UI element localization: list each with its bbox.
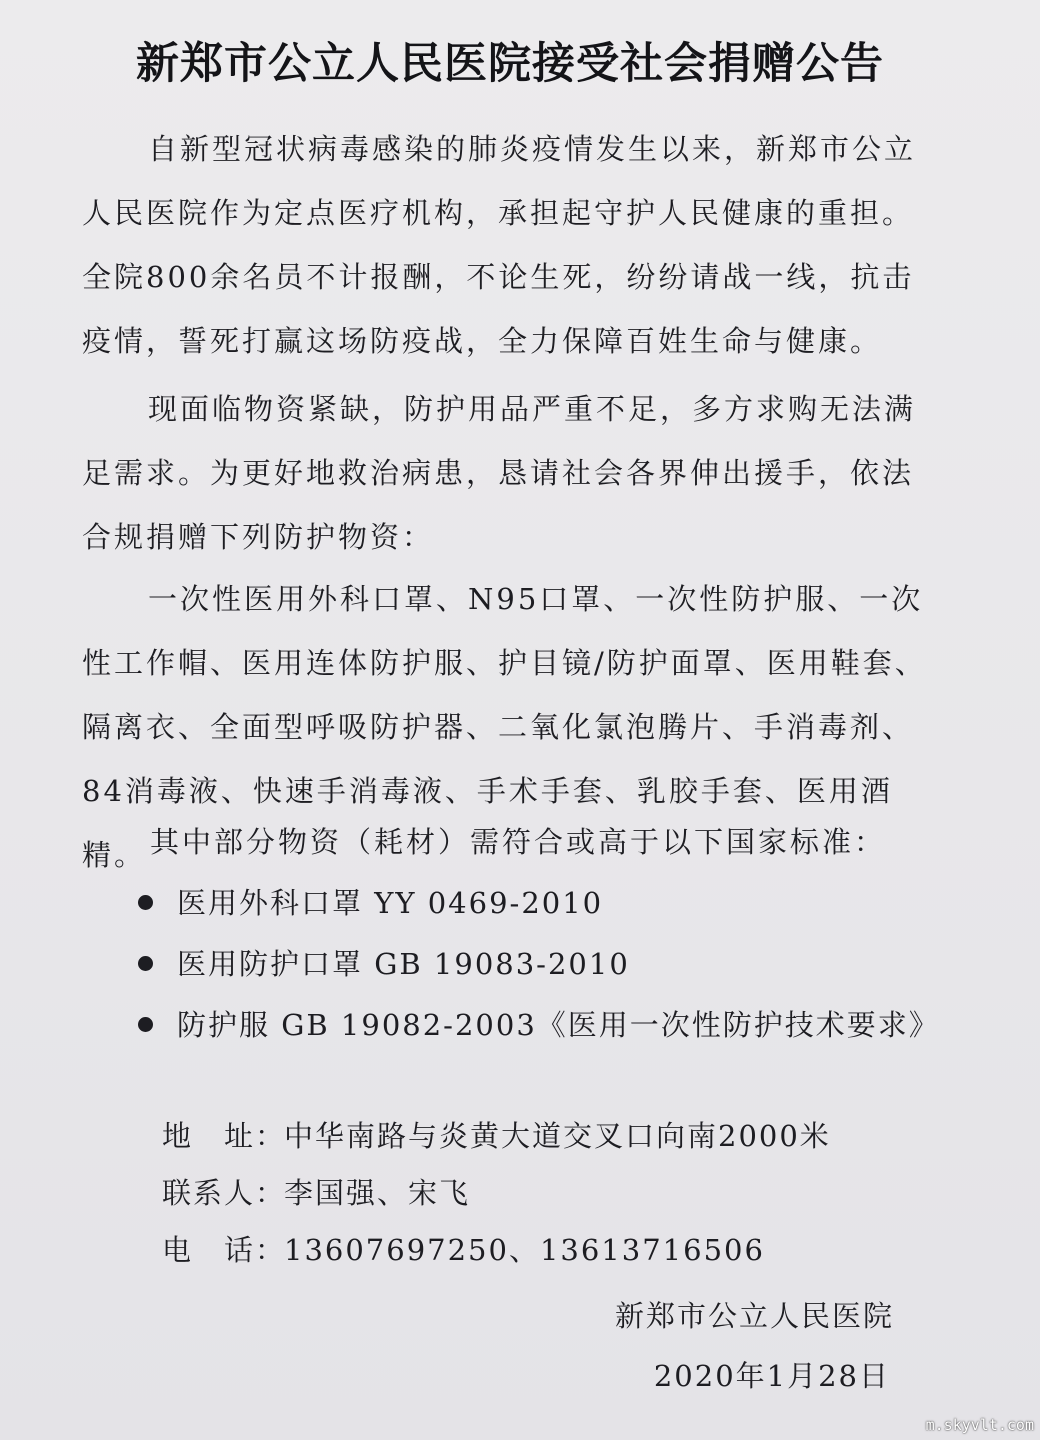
appeal-paragraph: 现面临物资紧缺，防护用品严重不足，多方求购无法满足需求。为更好地救治病患，恳请社会各界伸出援手，依法合规捐赠下列防护物资： (82, 392, 917, 554)
contact-person-row (162, 1165, 962, 1222)
standard-item (138, 994, 958, 1055)
supplies-list-paragraph: 一次性医用外科口罩、N95口罩、一次性防护服、一次性工作帽、医用连体防护服、护目镜/防护面罩、医用鞋套、隔离衣、全面型呼吸防护器、二氧化氯泡腾片、手消毒剂、84消毒液、快速手消毒液、手术手套、乳胶手套、医用酒精。 (82, 582, 927, 872)
standards-list (138, 872, 958, 1055)
phone-label: 电 话： (162, 1233, 287, 1267)
bullet-icon (138, 895, 153, 910)
phone-value: 13607697250、13613716506 (284, 1233, 765, 1267)
contact-person-label: 联系人： (162, 1176, 287, 1210)
issue-date: 2020年1月28日 (653, 1359, 890, 1393)
contact-person-value: 李国强、宋飞 (284, 1176, 471, 1210)
address-row (162, 1108, 962, 1165)
standard-text: 医用外科口罩 YY 0469-2010 (177, 885, 604, 920)
address-label: 地 址： (162, 1119, 287, 1153)
intro-paragraph: 自新型冠状病毒感染的肺炎疫情发生以来，新郑市公立人民医院作为定点医疗机构，承担起守护人民健康的重担。全院800余名员不计报酬，不论生死，纷纷请战一线，抗击疫情，誓死打赢这场防疫战，全力保障百姓生命与健康。 (82, 132, 917, 358)
contact-block (162, 1108, 962, 1279)
standard-item (138, 872, 958, 933)
notice-title: 新郑市公立人民医院接受社会捐赠公告 (136, 39, 884, 89)
bullet-icon (138, 1017, 153, 1032)
issuing-organization: 新郑市公立人民医院 (614, 1299, 894, 1333)
standards-intro: 其中部分物资（耗材）需符合或高于以下国家标准： (150, 825, 887, 859)
standard-item (138, 933, 958, 994)
standard-text: 医用防护口罩 GB 19083-2010 (177, 946, 630, 981)
bullet-icon (138, 956, 153, 971)
address-value: 中华南路与炎黄大道交叉口向南2000米 (284, 1119, 831, 1153)
standard-text: 防护服 GB 19082-2003《医用一次性防护技术要求》 (177, 1007, 940, 1042)
site-watermark: m.skyvlt.com (925, 1416, 1034, 1434)
phone-row (162, 1222, 962, 1279)
